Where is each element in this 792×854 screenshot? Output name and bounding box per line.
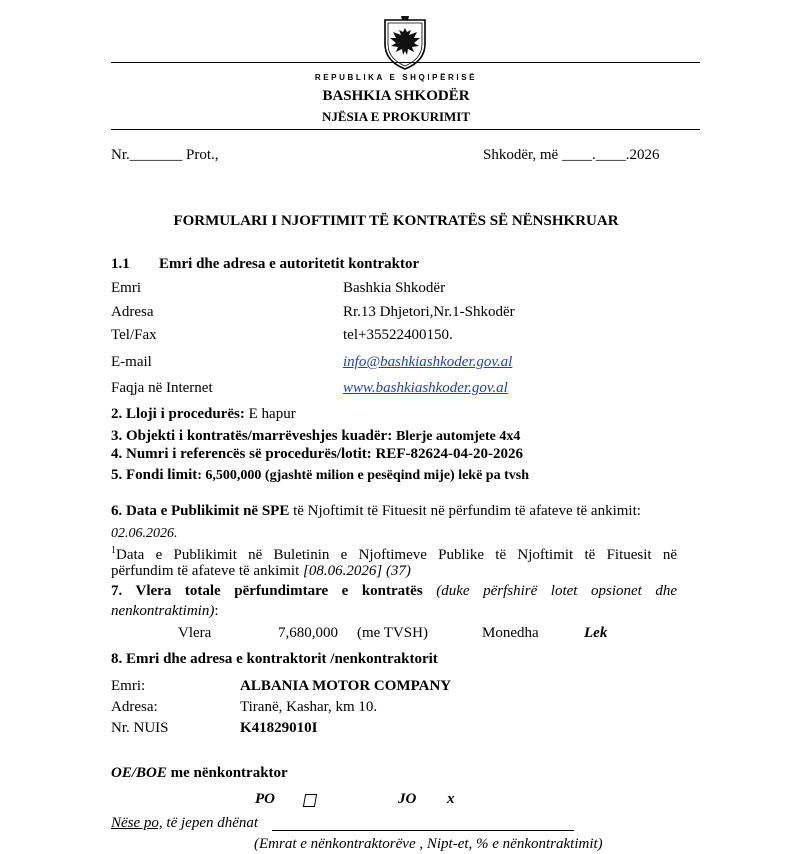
authority-tel-value: tel+35522400150. — [343, 327, 453, 343]
year: .2026 — [625, 147, 660, 163]
option-po-label: PO — [255, 791, 275, 807]
value-label: Vlera — [178, 625, 212, 641]
if-yes-line — [111, 815, 258, 832]
if-yes-label: Nëse po, — [111, 815, 163, 831]
authority-tel-label: Tel/Fax — [111, 327, 157, 343]
nr-blank: _______ — [129, 147, 183, 163]
fund-limit-label: 5. Fondi limit — [111, 467, 198, 483]
month-blank: ____ — [595, 147, 626, 163]
authority-email-link[interactable]: info@bashkiashkoder.gov.al — [343, 354, 513, 370]
header-top-rule — [111, 62, 700, 63]
value-amount: 7,680,000 — [278, 625, 338, 641]
bulletin-text-1: Data e Publikimit në Buletinin e Njoftimeve Publike të Njoftimit të Fituesit në — [116, 547, 677, 563]
nr-label: Nr. — [111, 147, 130, 163]
authority-name-label: Emri — [111, 280, 141, 296]
header-bottom-rule — [111, 129, 700, 130]
total-value-note: (duke përfshirë lotet opsionet dhe — [436, 583, 678, 599]
section1-title: Emri dhe adresa e autoritetit kontraktor — [159, 256, 420, 272]
procedure-type — [111, 406, 296, 423]
total-value-colon: : — [214, 603, 219, 619]
authority-website-link[interactable]: www.bashkiashkoder.gov.al — [343, 380, 508, 396]
authority-email-label: E-mail — [111, 354, 152, 370]
contractor-nuis-label: Nr. NUIS — [111, 720, 169, 736]
bulletin-date: [08.06.2026] (37) — [303, 563, 411, 579]
form-title: FORMULARI I NJOFTIMIT TË KONTRATËS SË NËNSHKRUAR — [173, 213, 619, 229]
section1-number: 1.1 — [111, 256, 130, 272]
place-date-label: Shkodër, më — [483, 147, 559, 163]
authority-name-value: Bashkia Shkodër — [343, 280, 446, 296]
total-value-note-cont: nenkontraktimin) — [111, 603, 215, 619]
authority-address-label: Adresa — [111, 304, 154, 320]
contractor-address-label: Adresa: — [111, 699, 158, 715]
protocol-number — [111, 147, 219, 164]
bulletin-text-2: përfundim të afateve të ankimit — [111, 563, 300, 579]
subcontractor-heading — [111, 765, 288, 782]
publication-date-label: 6. Data e Publikimit në SPE — [111, 503, 290, 519]
contractor-name-label: Emri: — [111, 678, 146, 694]
contract-object-value: Blerje automjete 4x4 — [395, 429, 521, 444]
day-blank: ____ — [561, 147, 592, 163]
reference-number-label: 4. Numri i referencës së procedurës/lotit: — [111, 446, 372, 462]
publication-date-rest: të Njoftimit të Fituesit në përfundim të afateve të ankimit: — [293, 503, 641, 519]
option-po-checkbox[interactable] — [303, 794, 317, 807]
reference-number-value: REF-82624-04-20-2026 — [375, 446, 523, 462]
option-jo-label: JO — [398, 791, 417, 807]
authority-address-value: Rr.13 Dhjetori,Nr.1-Shkodër — [343, 304, 515, 320]
authority-website-label: Faqja në Internet — [111, 380, 213, 396]
procedure-type-value: E hapur — [248, 406, 296, 422]
option-jo-mark[interactable]: x — [447, 791, 455, 807]
currency-value: Lek — [584, 625, 608, 641]
fund-limit — [111, 467, 529, 484]
publication-date — [111, 503, 641, 520]
publication-date-value: 02.06.2026. — [111, 526, 178, 541]
subcontractor-label-italic: OE/BOE — [111, 765, 167, 781]
subcontractor-caption: (Emrat e nënkontraktorëve , Nipt-et, % e nënkontraktimit) — [254, 836, 603, 852]
procurement-unit-title: NJËSIA E PROKURIMIT — [321, 109, 471, 124]
subcontractor-label-rest: me nënkontraktor — [170, 765, 288, 781]
total-value-label: 7. Vlera totale përfundimtare e kontratës — [111, 583, 423, 599]
subcontractor-details-field[interactable] — [272, 830, 574, 831]
total-value-heading — [111, 583, 677, 600]
contract-object — [111, 428, 520, 445]
currency-label: Monedha — [482, 625, 539, 641]
contractor-heading: 8. Emri dhe adresa e kontraktorit /nenkontraktorit — [111, 651, 438, 667]
procedure-type-label: 2. Lloji i procedurës: — [111, 406, 245, 422]
contractor-name: ALBANIA MOTOR COMPANY — [240, 678, 452, 694]
value-vat: (me TVSH) — [357, 625, 428, 641]
municipality-title: BASHKIA SHKODËR — [322, 88, 470, 104]
place-date: Shkodër, më ____.____.2026 — [483, 147, 660, 163]
prot-label: Prot., — [186, 147, 219, 163]
footnote-mark: 1 — [111, 545, 116, 556]
fund-limit-value: : 6,500,000 (gjashtë milion e pesëqind mije) lekë pa tvsh — [197, 468, 529, 483]
republic-title: REPUBLIKA E SHQIPËRISË — [314, 73, 478, 82]
reference-number — [111, 446, 523, 463]
if-yes-rest: të jepen dhënat — [166, 815, 259, 831]
bulletin-line-2 — [111, 563, 411, 580]
contract-object-label: 3. Objekti i kontratës/marrëveshjes kuadër: — [111, 428, 393, 444]
total-value-note-2 — [111, 603, 218, 620]
bulletin-line-1 — [111, 545, 677, 564]
contractor-nuis: K41829010I — [240, 720, 318, 736]
contractor-address: Tiranë, Kashar, km 10. — [240, 699, 378, 715]
